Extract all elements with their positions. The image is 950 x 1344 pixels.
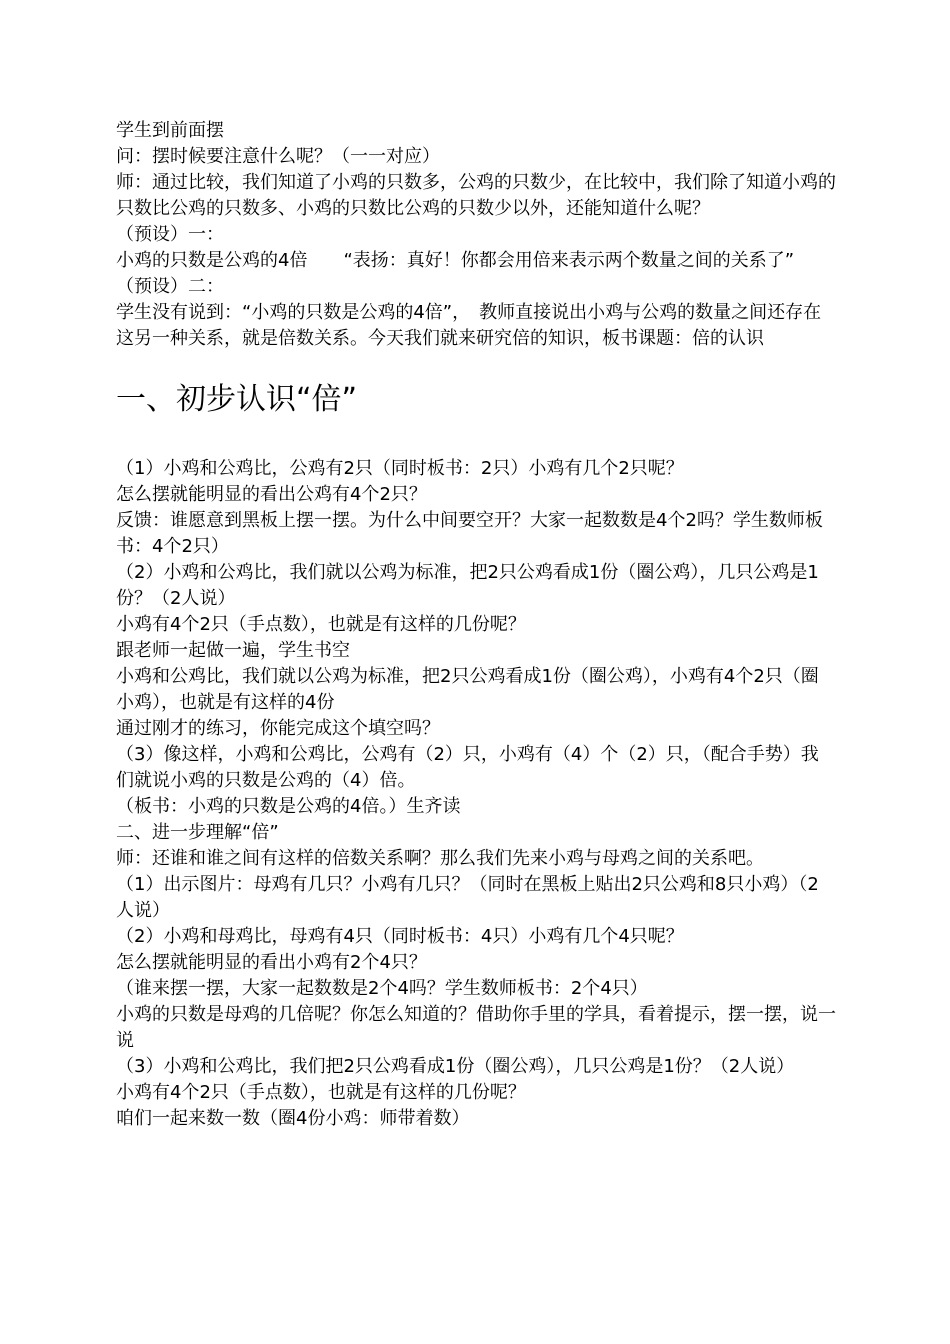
paragraph: 怎么摆就能明显的看出公鸡有4个2只？ (116, 484, 427, 505)
paragraph: 师：还谁和谁之间有这样的倍数关系啊？那么我们先来小鸡与母鸡之间的关系吧。 (116, 848, 764, 869)
paragraph: 怎么摆就能明显的看出小鸡有2个4只？ (116, 952, 427, 973)
paragraph: 反馈：谁愿意到黑板上摆一摆。为什么中间要空开？大家一起数数是4个2吗？学生数师板书：4个2只） (116, 510, 823, 557)
paragraph: （3）小鸡和公鸡比，我们把2只公鸡看成1份（圈公鸡），几只公鸡是1份？（2人说） (116, 1056, 795, 1077)
paragraph: （板书：小鸡的只数是公鸡的4倍。）生齐读 (116, 796, 461, 817)
paragraph: 小鸡的只数是母鸡的几倍呢？你怎么知道的？借助你手里的学具，看着提示，摆一摆，说一说 (116, 1004, 836, 1051)
paragraph: （2）小鸡和母鸡比，母鸡有4只（同时板书：4只）小鸡有几个4只呢？ (116, 926, 684, 947)
paragraph: 跟老师一起做一遍，学生书空 (116, 640, 350, 661)
paragraph: 小鸡和公鸡比，我们就以公鸡为标准，把2只公鸡看成1份（圈公鸡），小鸡有4个2只（圈小鸡），也就是有这样的4份 (116, 666, 819, 713)
paragraph: 学生没有说到：“小鸡的只数是公鸡的4倍”， 教师直接说出小鸡与公鸡的数量之间还存在这另一种关系，就是倍数关系。今天我们就来研究倍的知识，板书课题：倍的认识 (116, 302, 822, 349)
paragraph: 问：摆时候要注意什么呢？（一一对应） (116, 146, 440, 167)
paragraph: 学生到前面摆 (116, 120, 224, 141)
paragraph: 小鸡有4个2只（手点数），也就是有这样的几份呢？ (116, 1082, 526, 1103)
document-content (116, 118, 836, 1132)
paragraph: （谁来摆一摆，大家一起数数是2个4吗？学生数师板书：2个4只） (116, 978, 648, 999)
paragraph: 通过刚才的练习，你能完成这个填空吗？ (116, 718, 440, 739)
paragraph: （3）像这样，小鸡和公鸡比，公鸡有（2）只，小鸡有（4）个（2）只，（配合手势）我们就说小鸡的只数是公鸡的（4）倍。 (116, 744, 819, 791)
paragraph: 咱们一起来数一数（圈4份小鸡：师带着数） (116, 1108, 470, 1129)
paragraph: 师：通过比较，我们知道了小鸡的只数多，公鸡的只数少，在比较中，我们除了知道小鸡的只数比公鸡的只数多、小鸡的只数比公鸡的只数少以外，还能知道什么呢？ (116, 172, 836, 219)
paragraph: （1）小鸡和公鸡比，公鸡有2只（同时板书：2只）小鸡有几个2只呢？ (116, 458, 684, 479)
paragraph: （预设）一： (116, 224, 224, 245)
paragraph: （1）出示图片：母鸡有几只？小鸡有几只？（同时在黑板上贴出2只公鸡和8只小鸡）（2人说） (116, 874, 819, 921)
paragraph: （2）小鸡和公鸡比，我们就以公鸡为标准，把2只公鸡看成1份（圈公鸡），几只公鸡是1份？（2人说） (116, 562, 819, 609)
paragraph: 小鸡有4个2只（手点数），也就是有这样的几份呢？ (116, 614, 526, 635)
section-heading: 一、初步认识“倍” (116, 382, 358, 417)
paragraph: （预设）二： (116, 276, 224, 297)
paragraph: 小鸡的只数是公鸡的4倍 “表扬：真好！你都会用倍来表示两个数量之间的关系了” (116, 250, 795, 271)
subsection-heading: 二、进一步理解“倍” (116, 822, 279, 843)
